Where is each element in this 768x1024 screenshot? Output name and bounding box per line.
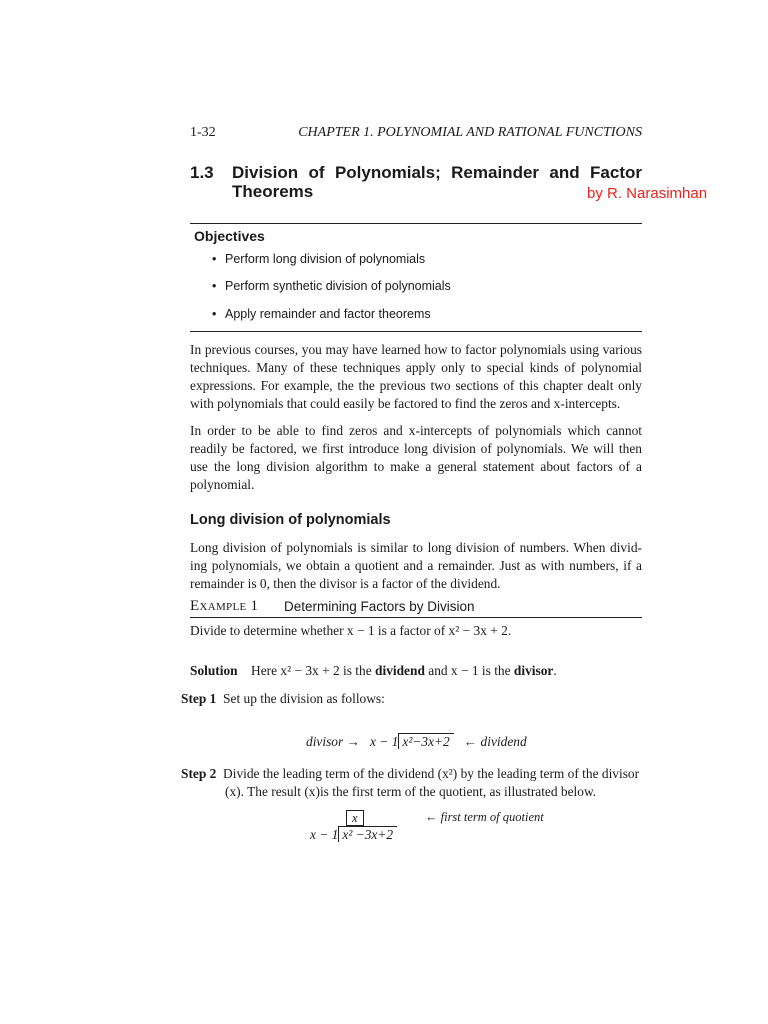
section-title-line1: Division of Polynomials; Remainder and Factor	[232, 163, 642, 182]
bullet-icon: •	[212, 279, 217, 293]
solution-line: Solution Here x² − 3x + 2 is the dividend and x − 1 is the divisor.	[190, 663, 557, 678]
dividend: x²−3x+2	[398, 733, 453, 749]
step-2-line-2: (x). The result (x)is the first term of the quotient, as illustrated below.	[225, 784, 597, 799]
step-1-label: Step 1	[181, 691, 217, 706]
objective-item: • Apply remainder and factor theorems	[212, 307, 431, 321]
intro-paragraph-1: In previous courses, you may have learned how to factor polynomials using various techniques. Many of these techniques apply only to special kinds of polynomial expressions. For example, the the previous two sections of this chapter dealt only with polynomials that could easily be factored to find the zeros and x-intercepts.	[190, 342, 642, 411]
bullet-icon: •	[212, 307, 217, 321]
section-title	[232, 163, 642, 201]
left-arrow-icon: ←	[463, 734, 478, 749]
division-diagram-2	[310, 827, 397, 843]
left-arrow-icon: ←	[425, 810, 438, 824]
author-credit: by R. Narasimhan	[587, 185, 708, 202]
chapter-title: CHAPTER 1. POLYNOMIAL AND RATIONAL FUNCTIONS	[298, 125, 642, 140]
right-arrow-icon: →	[346, 734, 360, 749]
intro-paragraph-2: In order to be able to find zeros and x-intercepts of polynomials which cannot readily be factored, we first introduce long division of polynomials. We will then use the long division algorithm to make a general statement about factors of a polynomial.	[190, 423, 642, 492]
step-2-label: Step 2	[181, 766, 217, 781]
example-label: Example 1	[190, 598, 259, 614]
objectives-bottom-rule	[190, 331, 642, 332]
division-setup-diagram	[306, 734, 527, 750]
divisor: x − 1	[310, 827, 339, 842]
objective-item: • Perform long division of polynomials	[212, 252, 426, 266]
bullet-icon: •	[212, 252, 217, 266]
quotient-note: ← first term of quotient	[425, 810, 544, 824]
dividend-label: dividend	[480, 734, 527, 749]
objectives-top-rule	[190, 223, 642, 224]
example-rule	[190, 617, 642, 618]
objectives-title: Objectives	[194, 228, 265, 244]
divisor-label: divisor	[306, 734, 344, 749]
subsection-heading: Long division of polynomials	[190, 512, 391, 528]
step-2: Step 2 Divide the leading term of the dividend (x²) by the leading term of the divisor	[181, 766, 640, 781]
solution-label: Solution	[190, 663, 238, 678]
divisor: x − 1	[370, 734, 399, 749]
objective-item: • Perform synthetic division of polynomials	[212, 279, 451, 293]
section-title-line2: Theorems	[232, 182, 314, 201]
step-1: Step 1 Set up the division as follows:	[181, 691, 385, 706]
example-statement: Divide to determine whether x − 1 is a factor of x² − 3x + 2.	[190, 623, 512, 638]
section-number: 1.3	[190, 163, 214, 182]
page-number: 1-32	[190, 125, 216, 140]
dividend: x² −3x+2	[338, 826, 397, 842]
long-division-paragraph: Long division of polynomials is similar to long division of numbers. When divid- ing polynomials, we obtain a quotient and a remainder. Just as with numbers, if a remainder is 0, then the divisor is a factor of the dividend.	[190, 540, 642, 591]
quotient-term: x	[346, 810, 364, 826]
quotient-box	[346, 809, 364, 827]
example-title: Determining Factors by Division	[284, 599, 475, 614]
